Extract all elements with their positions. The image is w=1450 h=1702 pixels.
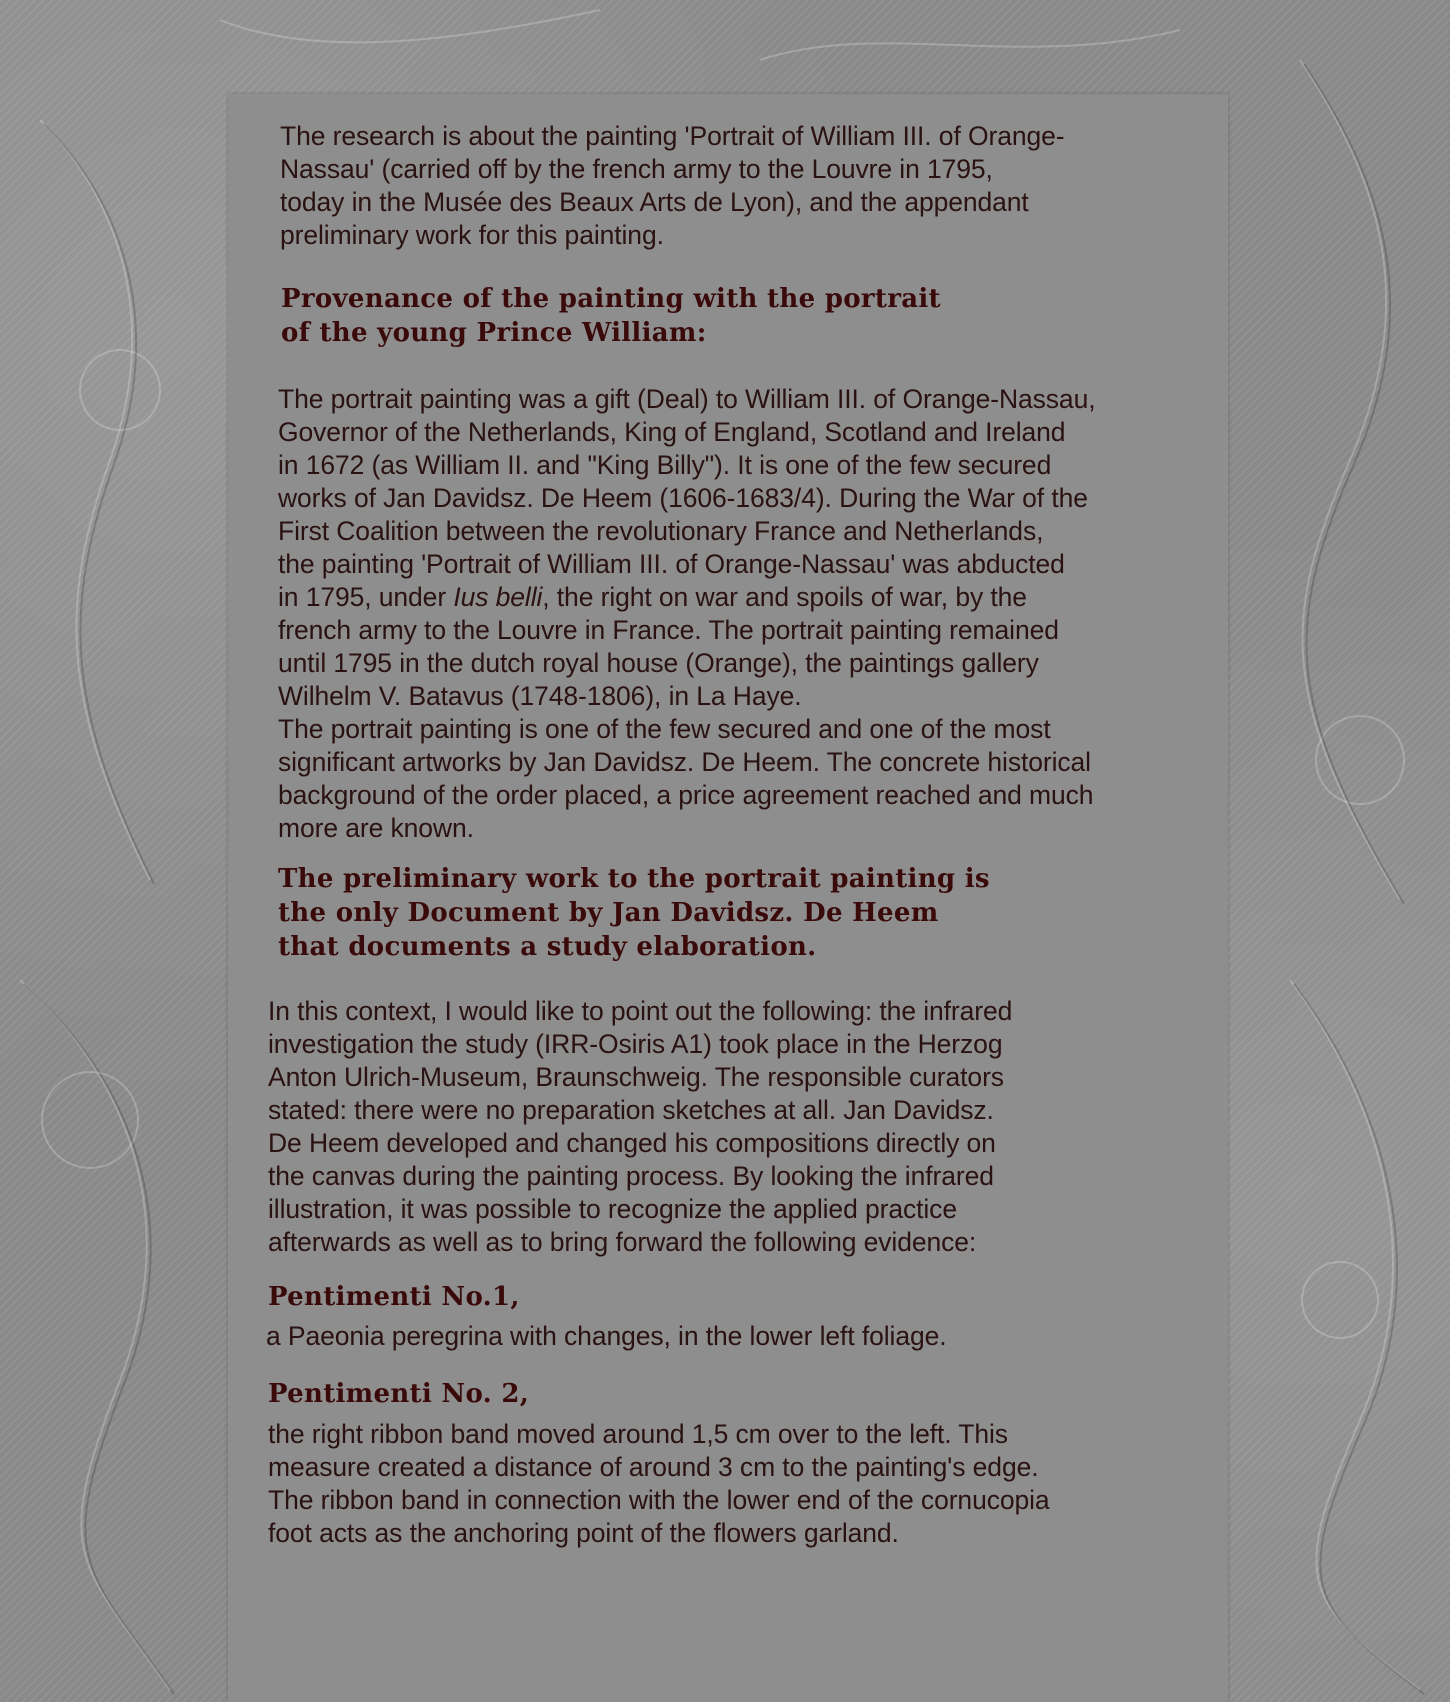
provenance-heading: Provenance of the painting with the portrait of the young Prince William:: [281, 284, 941, 348]
pentimenti-1-text: a Paeonia peregrina with changes, in the lower left foliage.: [266, 1321, 947, 1351]
pentimenti-2-heading: Pentimenti No. 2,: [268, 1379, 530, 1409]
pentimenti-2-text: the right ribbon band moved around 1,5 cm over to the left. This measure created a distance of around 3 cm to the painting's edge. The ribbon band in connection with the lower end of the cornucopia foot acts as the anchoring point of the flowers garland.: [268, 1419, 1050, 1548]
context-paragraph: In this context, I would like to point out the following: the infrared investigation the study (IRR-Osiris A1) took place in the Herzog Anton Ulrich-Museum, Braunschweig. The responsible curators stated: there were no preparation sketches at all. Jan Davidsz. De Heem developed and changed his compositions directly on the canvas during the painting process. By looking the infrared illustration, it was possible to recognize the applied practice afterwards as well as to bring forward the following evidence:: [268, 996, 1013, 1257]
provenance-text-part-1: The portrait painting was a gift (Deal) to William III. of Orange-Nassau, Governor of the Netherlands, King of England, Scotland and Ireland in 1672 (as William II. and "King Billy"). It is one of the few secured works of Jan Davidsz. De Heem (1606-1683/4). During the War of the First Coalition between the revolutionary France and Netherlands, the painting 'Portrait of William III. of Orange-Nassau' was abducted in 1795, under: [278, 384, 1096, 612]
provenance-paragraph: [278, 383, 1228, 845]
intro-paragraph: The research is about the painting 'Portrait of William III. of Orange- Nassau' (carried off by the french army to the Louvre in 1795, today in the Musée des Beaux Arts de Lyon), and the appendant preliminary work for this painting.: [280, 121, 1065, 250]
preliminary-work-heading: The preliminary work to the portrait painting is the only Document by Jan Davidsz. De Heem that documents a study elaboration.: [278, 864, 990, 962]
ius-belli-italic: Ius belli: [453, 582, 543, 612]
provenance-text-part-2: , the right on war and spoils of war, by the french army to the Louvre in France. The portrait painting remained until 1795 in the dutch royal house (Orange), the paintings gallery Wilhelm V. Batavus (1748-1806), in La Haye. The portrait painting is one of the few secured and one of the most significant artworks by Jan Davidsz. De Heem. The concrete historical background of the order placed, a price agreement reached and much more are known.: [278, 582, 1094, 843]
pentimenti-1-heading: Pentimenti No.1,: [268, 1282, 520, 1312]
